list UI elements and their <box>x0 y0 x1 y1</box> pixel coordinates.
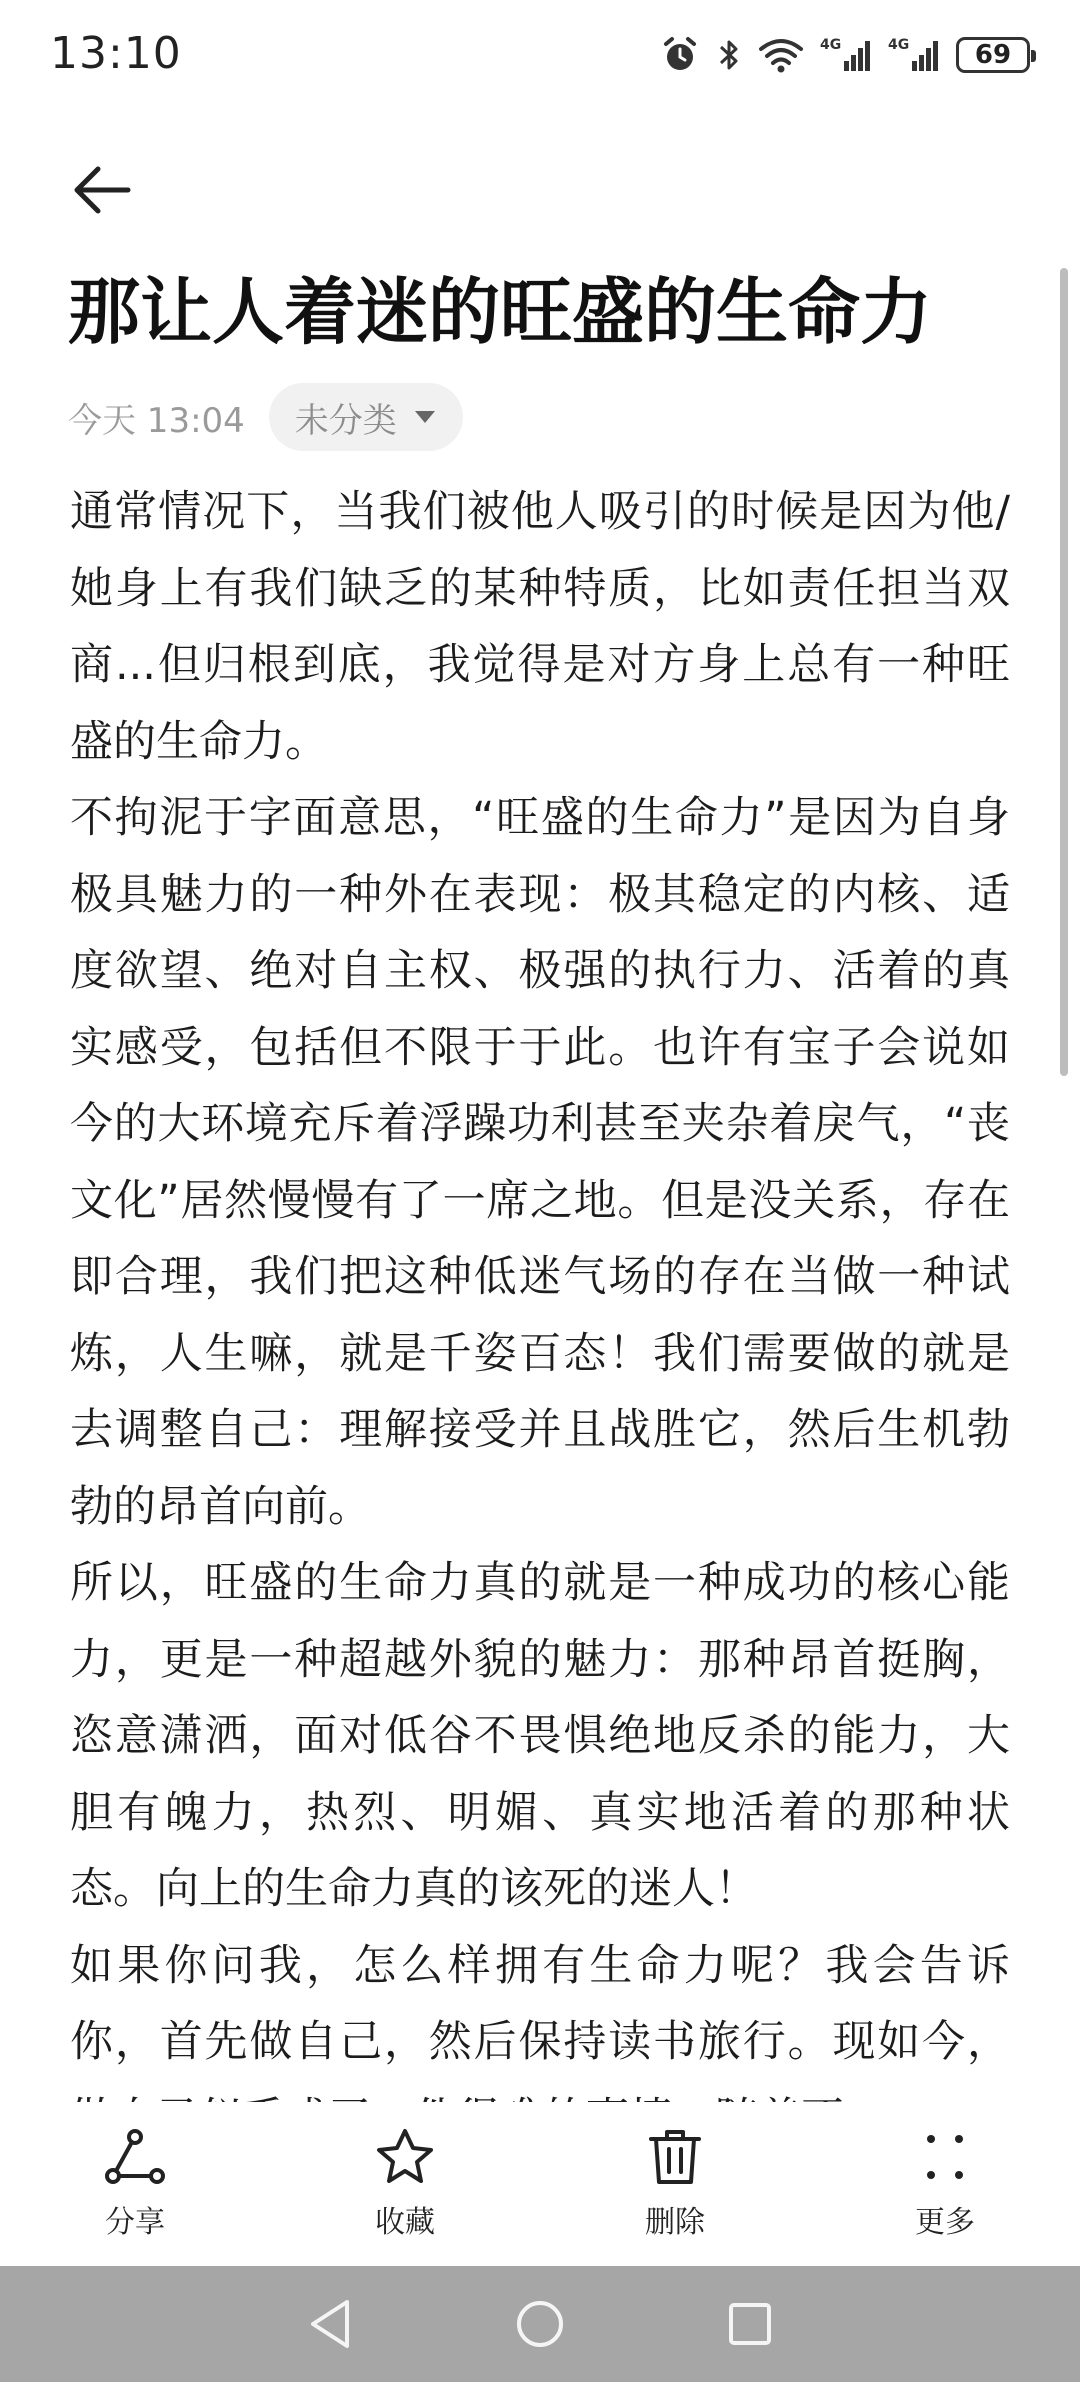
4g-signal-icon <box>888 35 940 75</box>
wifi-icon <box>758 35 804 75</box>
svg-text:4G: 4G <box>888 37 910 53</box>
nav-home-button[interactable] <box>500 2284 580 2364</box>
nav-recents-button[interactable] <box>710 2284 790 2364</box>
nav-back-icon <box>305 2296 355 2352</box>
category-label: 未分类 <box>294 400 397 441</box>
arrow-left-icon <box>70 158 134 222</box>
caret-down-icon <box>415 411 435 423</box>
favorite-label: 收藏 <box>375 2205 435 2240</box>
status-icons <box>660 30 1030 80</box>
category-dropdown[interactable] <box>269 383 463 451</box>
nav-recents-icon <box>725 2299 775 2349</box>
more-label: 更多 <box>915 2205 975 2240</box>
more-button[interactable] <box>810 2102 1080 2266</box>
scrollbar[interactable] <box>1060 268 1068 1076</box>
svg-text:4G: 4G <box>820 37 842 53</box>
note-title[interactable]: 那让人着迷的旺盛的生命力 <box>68 270 933 354</box>
trash-icon <box>643 2127 707 2187</box>
nav-back-button[interactable] <box>290 2284 370 2364</box>
bottom-toolbar <box>0 2102 1080 2266</box>
more-icon <box>913 2127 977 2187</box>
4g-signal-icon <box>820 35 872 75</box>
status-bar <box>0 0 1080 112</box>
note-meta <box>68 382 463 452</box>
delete-button[interactable] <box>540 2102 810 2266</box>
nav-home-icon <box>512 2296 568 2352</box>
note-body[interactable] <box>70 474 1010 2102</box>
alarm-icon <box>660 35 700 75</box>
favorite-button[interactable] <box>270 2102 540 2266</box>
battery-level: 69 <box>974 40 1012 70</box>
note-paragraph: 通常情况下，当我们被他人吸引的时候是因为他/她身上有我们缺乏的某种特质，比如责任担当双商...但归根到底，我觉得是对方身上总有一种旺盛的生命力。 <box>70 487 1010 767</box>
note-paragraph: 不拘泥于字面意思，“旺盛的生命力”是因为自身极具魅力的一种外在表现：极其稳定的内核、适度欲望、绝对自主权、极强的执行力、活着的真实感受，包括但不限于于此。也许有宝子会说如今的大环境充斥着浮躁功利甚至夹杂着戾气，“丧文化”居然慢慢有了一席之地。但是没关系，存在即合理，我们把这种低迷气场的存在当做一种试炼，人生嘛，就是千姿百态！我们需要做的就是去调整自己：理解接受并且战胜它，然后生机勃勃的昂首向前。 <box>70 793 1010 1532</box>
star-icon <box>373 2127 437 2187</box>
share-label: 分享 <box>105 2205 165 2240</box>
back-button[interactable] <box>62 150 142 230</box>
note-paragraph: 如果你问我，怎么样拥有生命力呢？我会告诉你，首先做自己，然后保持读书旅行。现如今， <box>70 1940 1010 2067</box>
battery-icon <box>956 37 1030 73</box>
system-nav-bar <box>0 2266 1080 2382</box>
delete-label: 删除 <box>645 2205 705 2240</box>
share-icon <box>103 2127 167 2187</box>
status-time: 13:10 <box>50 28 182 79</box>
note-paragraph: 所以，旺盛的生命力真的就是一种成功的核心能力，更是一种超越外貌的魅力：那种昂首挺胸，恣意潇洒，面对低谷不畏惧绝地反杀的能力，大胆有魄力，热烈、明媚、真实地活着的那种状态。向上的生命力真的该死的迷人！ <box>70 1558 1010 1914</box>
note-timestamp: 今天 13:04 <box>68 400 245 441</box>
bluetooth-icon <box>716 35 742 75</box>
share-button[interactable] <box>0 2102 270 2266</box>
